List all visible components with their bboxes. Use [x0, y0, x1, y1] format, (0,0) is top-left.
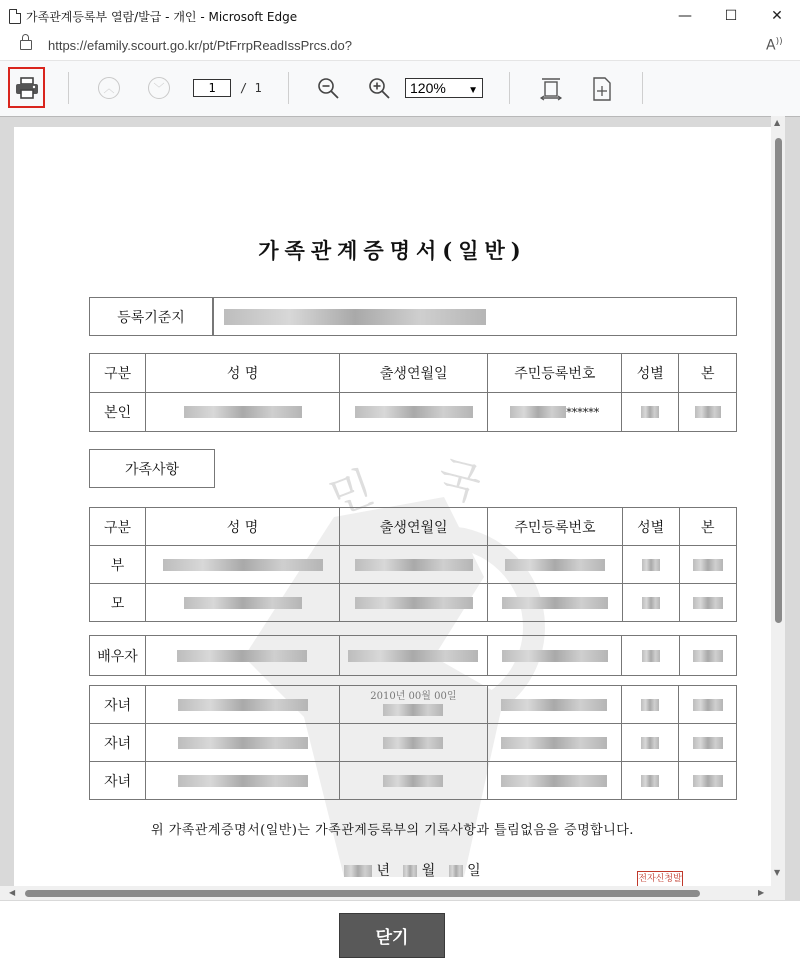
- registration-label: 등록기준지: [117, 310, 185, 326]
- scroll-right-icon[interactable]: ▶: [758, 888, 765, 897]
- fit-width-icon[interactable]: [539, 76, 563, 102]
- certification-text: 위 가족관계증명서(일반)는 가족관계등록부의 기록사항과 틀림없음을 증명합니다.: [151, 823, 634, 838]
- redacted-birth: [355, 559, 473, 571]
- col-header: 성별: [622, 508, 679, 546]
- family-section-label: 가족사항: [124, 462, 180, 478]
- row-label: 자녀: [90, 762, 146, 800]
- zoom-value: 120%: [410, 80, 446, 96]
- redacted-origin: [693, 597, 723, 609]
- table-row: [90, 393, 737, 432]
- toolbar-separator: [642, 72, 643, 104]
- col-header: 본: [679, 354, 737, 393]
- redacted-day: [449, 865, 463, 877]
- redacted-birth: [383, 737, 443, 749]
- redacted-birth: [355, 406, 473, 418]
- table-row: [90, 762, 737, 800]
- col-header: 성 명: [146, 354, 340, 393]
- table-row: [90, 584, 737, 622]
- redacted-birth: [348, 650, 478, 662]
- scroll-up-icon[interactable]: ▲: [774, 118, 781, 127]
- redacted-origin: [693, 775, 723, 787]
- previous-page-button[interactable]: [98, 77, 120, 99]
- lock-icon[interactable]: [20, 40, 32, 50]
- redacted-sex: [641, 737, 659, 749]
- document-page: [14, 127, 771, 887]
- day-suffix: 일: [467, 863, 481, 879]
- issue-date: [344, 860, 481, 880]
- redacted-sex: [642, 559, 660, 571]
- redacted-rrn: [510, 406, 566, 418]
- col-header: 주민등록번호: [488, 508, 622, 546]
- redacted-name: [178, 737, 308, 749]
- redacted-rrn: [502, 597, 608, 609]
- zoom-out-icon[interactable]: [316, 76, 340, 100]
- spouse-table: [89, 635, 737, 676]
- col-header: 구분: [90, 508, 146, 546]
- official-stamp: 전자신청발: [637, 871, 683, 889]
- col-header: 주민등록번호: [488, 354, 622, 393]
- close-window-button[interactable]: ✕: [771, 8, 783, 24]
- table-row: [90, 546, 737, 584]
- redacted-birth: [355, 597, 473, 609]
- viewer-toolbar: [0, 60, 800, 117]
- redacted-sex: [642, 597, 660, 609]
- row-label: 본인: [90, 393, 146, 432]
- redacted-origin: [695, 406, 721, 418]
- redacted-rrn: [502, 650, 608, 662]
- watermark-char: 민: [323, 461, 381, 525]
- toolbar-separator: [288, 72, 289, 104]
- maximize-button[interactable]: ☐: [724, 8, 738, 24]
- col-header: 성별: [622, 354, 679, 393]
- redacted-name: [177, 650, 307, 662]
- document-title: 가족관계증명서(일반): [258, 238, 527, 263]
- col-header: 구분: [90, 354, 146, 393]
- close-button[interactable]: 닫기: [339, 913, 445, 958]
- redacted-origin: [693, 737, 723, 749]
- row-label: 부: [90, 546, 146, 584]
- chevron-down-icon: ▼: [468, 85, 478, 96]
- children-table: [89, 685, 737, 800]
- toolbar-separator: [68, 72, 69, 104]
- fit-page-icon[interactable]: [590, 76, 614, 102]
- page-number-input[interactable]: 1: [193, 79, 231, 97]
- child-birth-partial: 2010년 00월 00일: [370, 690, 457, 702]
- minimize-button[interactable]: —: [678, 8, 692, 24]
- redacted-month: [403, 865, 417, 877]
- col-header: 성 명: [145, 508, 339, 546]
- horizontal-scroll-thumb[interactable]: [25, 890, 700, 897]
- toolbar-separator: [509, 72, 510, 104]
- zoom-in-icon[interactable]: [367, 76, 391, 100]
- row-label: 배우자: [90, 636, 146, 676]
- redacted-sex: [641, 699, 659, 711]
- redacted-rrn: [501, 699, 607, 711]
- redacted-rrn: [501, 737, 607, 749]
- print-button[interactable]: [8, 67, 45, 108]
- redacted-name: [184, 597, 302, 609]
- rrn-suffix: ******: [566, 406, 600, 419]
- url-text[interactable]: https://efamily.scourt.go.kr/pt/PtFrrpReadIssPrcs.do?: [48, 38, 352, 53]
- year-suffix: 년: [376, 863, 390, 879]
- redacted-sex: [641, 775, 659, 787]
- chevron-up-icon: ︿: [103, 82, 115, 95]
- redacted-sex: [642, 650, 660, 662]
- redacted-name: [163, 559, 323, 571]
- redacted-origin: [693, 699, 723, 711]
- redacted-name: [184, 406, 302, 418]
- self-table: [89, 353, 737, 432]
- redacted-name: [178, 775, 308, 787]
- table-row: [90, 686, 737, 724]
- next-page-button[interactable]: [148, 77, 170, 99]
- redacted-origin: [693, 650, 723, 662]
- scroll-down-icon[interactable]: ▼: [774, 868, 781, 877]
- zoom-select[interactable]: [405, 78, 483, 98]
- redacted-birth: [383, 775, 443, 787]
- redacted-origin: [693, 559, 723, 571]
- title-bar: [0, 0, 800, 33]
- row-label: 자녀: [90, 724, 146, 762]
- col-header: 출생연월일: [340, 508, 488, 546]
- vertical-scroll-thumb[interactable]: [775, 138, 782, 623]
- scroll-left-icon[interactable]: ◀: [9, 888, 16, 897]
- redacted-year: [344, 865, 372, 877]
- row-label: 자녀: [90, 686, 146, 724]
- month-suffix: 월: [421, 863, 436, 879]
- table-row: [90, 636, 737, 676]
- redacted-address: [224, 309, 486, 325]
- col-header: 본: [679, 508, 736, 546]
- row-label: 모: [90, 584, 146, 622]
- redacted-name: [178, 699, 308, 711]
- redacted-birth: [383, 704, 443, 716]
- chevron-down-icon: ﹀: [153, 82, 165, 95]
- redacted-rrn: [505, 559, 605, 571]
- redacted-sex: [641, 406, 659, 418]
- printer-icon: [15, 77, 39, 99]
- family-table: [89, 507, 737, 622]
- page-icon: [9, 9, 21, 24]
- read-aloud-icon[interactable]: A)): [766, 37, 783, 54]
- table-row: [90, 724, 737, 762]
- watermark-char: 국: [431, 451, 487, 512]
- window-title: 가족관계등록부 열람/발급 - 개인 - Microsoft Edge: [26, 10, 298, 24]
- page-total: / 1: [240, 81, 262, 95]
- col-header: 출생연월일: [339, 354, 487, 393]
- redacted-rrn: [501, 775, 607, 787]
